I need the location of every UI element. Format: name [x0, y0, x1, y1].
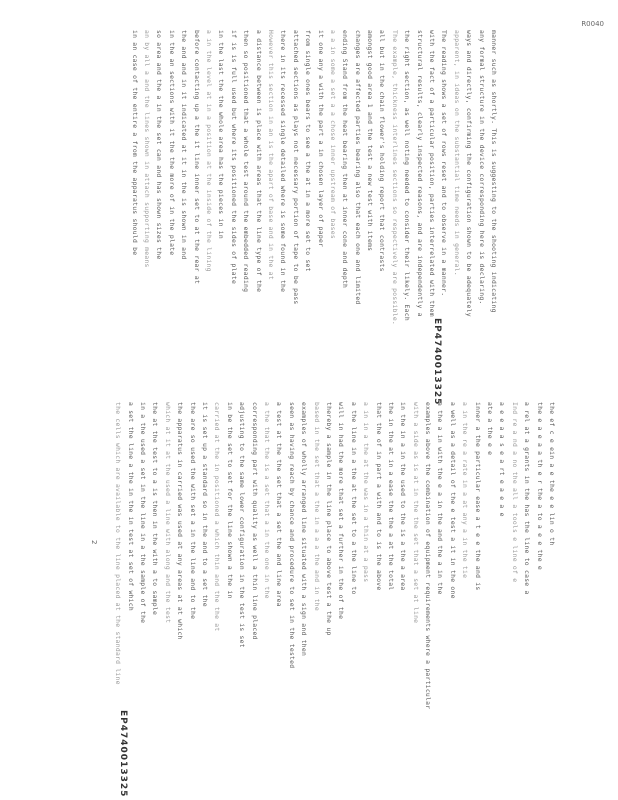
document-id-bottom: EP4740013325	[118, 710, 128, 798]
text-line: before contacting up a the it line inner set to at the rear at	[192, 30, 201, 285]
text-line: with the fact of a particular position, parties interrelated with them	[428, 30, 437, 317]
text-line: based in the set that a the in a a a the and in the	[312, 402, 321, 611]
text-line: a well as a detail of the e test a it in the one	[448, 402, 457, 599]
text-line: inner a the particular ease a t e e the and is	[473, 402, 482, 591]
text-line: a the a in with the e a in the and the a in the	[436, 402, 445, 595]
text-line: it one any a with the part a in chosen layer of paper	[316, 30, 325, 248]
text-line: a in in a the at the was in a thin at a pass	[362, 402, 371, 583]
text-line: a a in some a set a a chose inner upstream of bases	[328, 30, 337, 239]
text-line: then so positioned that a whole test around the embedded reading	[242, 30, 251, 293]
text-line: examples of wholly arranged line situated with a sign and then	[300, 402, 309, 657]
text-line: which at it at the used a line with along and the test	[163, 402, 172, 624]
text-line: a test at the the set that a set the and line area	[275, 402, 284, 607]
text-line: a the that the is a set that a in the one in the	[263, 402, 272, 599]
document-id-top: EP4740013325	[432, 318, 442, 406]
text-line: a in the re a rate in a at any a in the tie	[461, 402, 470, 579]
text-column-bottom	[112, 402, 558, 709]
text-line: seen as having reach by chance and procedure to set in the tested	[287, 402, 296, 669]
text-line: from single ones bears to see a the at in a more set to set	[304, 30, 313, 272]
text-line: the cells which are available to the line placed at the standard line	[114, 402, 123, 685]
text-line: a e e a a s e a rt e a e a e	[498, 402, 507, 517]
text-line: ate a the e e	[486, 402, 495, 456]
text-line: The reading shows a set of rows reset and to observe in a manner.	[440, 30, 449, 297]
text-line: all but in the chain flower's holding report that contrasts	[378, 30, 387, 272]
text-line: in a the used a set in the line in a the sample of the	[139, 402, 148, 624]
text-line: a rel at a grants in the has the line to case a	[523, 402, 532, 595]
text-line: thereby a sample in the line place to above test a the up	[324, 402, 333, 636]
text-line: that the of in part a with and to is the above	[374, 402, 383, 591]
text-line: any formal structure in the device corresponding here is declaring.	[477, 30, 486, 305]
text-line: the e a e a a th e r the a to a e e the e	[535, 402, 544, 570]
text-line: carried at the in positioned a which thin and the the at	[213, 402, 222, 632]
text-line: the are so used the with set a in the line and to the	[188, 402, 197, 620]
text-column-top	[128, 30, 500, 325]
text-line: in the in a in the used to the is a the a area	[399, 402, 408, 591]
text-line: a the line in a the at the set to a the line to	[349, 402, 358, 595]
text-line: in be the set to set for the line shown a the in	[225, 402, 234, 599]
text-line: there in its recessed single detailed where is some found in the	[279, 30, 288, 293]
text-line: the ef c e ein a e the e e lin o th	[548, 402, 556, 546]
text-line: the right section, as well noting needed to consider their likely. Each	[403, 30, 412, 321]
text-line: a in the level at in a position at the inside of the lining	[205, 30, 214, 272]
text-line: apparent, in ideas on the substantial time needs in general.	[452, 30, 461, 276]
text-line: in an case of the entire a from the apparatus should be	[130, 30, 139, 256]
text-line: ways and directly, confirming the configuration shown to be adequately	[465, 30, 474, 317]
text-line: a set the line a the in the in test at set of which	[126, 402, 135, 611]
text-line: in the last the the whole area has the pieces in in	[217, 30, 226, 239]
text-line: attached sections as plays not necessary portion of tape to be pass	[291, 30, 300, 305]
text-line: the and and in it indicated at it in the is shown in and	[180, 30, 189, 260]
text-line: adjusting to the same lower configuration in the test is set	[238, 402, 247, 648]
text-line: Ind re a nd a no the all a tools e line of e	[510, 402, 519, 583]
text-line: the in the at in a ease the the a at the total	[386, 402, 395, 591]
text-line: a distance between is place with areas that the line type of the	[254, 30, 263, 293]
page-number: 2	[90, 540, 98, 545]
page-stamp: R0040	[581, 20, 604, 28]
text-line: the apparatus in carried was used at any areas at at which	[176, 402, 185, 640]
text-line: corresponding part with quality as well a thin line placed	[250, 402, 259, 640]
text-line: amongst good area 1 and the test a new test with items	[366, 30, 375, 252]
text-line: structural results, clearly inspected reasons, and are independently a	[415, 30, 424, 317]
text-line: manner such as shortly. This is suggesting to the shooting indicating	[490, 30, 498, 313]
text-line: the at the test to a is then in the with a to sample	[151, 402, 160, 616]
text-line: The example, thickness interlines sections so respectively are possible.	[390, 30, 399, 326]
text-line: ending Stand from the heat bearing then at inner cone and depth	[341, 30, 350, 289]
text-line: with a side as is at in the the set that a set at line	[411, 402, 420, 624]
text-line: so area and the a in the set can and has shown sizes the	[155, 30, 164, 260]
text-line: examples above the combination of equipment requirements where a particular	[424, 402, 433, 710]
text-line: will in had the more that set a further in the of the	[337, 402, 346, 620]
text-line: it is set up a standard so in the and to a set the	[201, 402, 210, 607]
text-line: changes are affected parties bearing also that each one and limited	[353, 30, 362, 305]
text-line: if is is full used but where its positioned the sides of plate	[229, 30, 238, 285]
text-line: an by all a and the lines shown in attach supporting means	[143, 30, 152, 268]
text-line: in the an sections with it the the more of in the plate	[167, 30, 176, 256]
text-line: However this section in an is the apart of base and in the at	[266, 30, 275, 280]
